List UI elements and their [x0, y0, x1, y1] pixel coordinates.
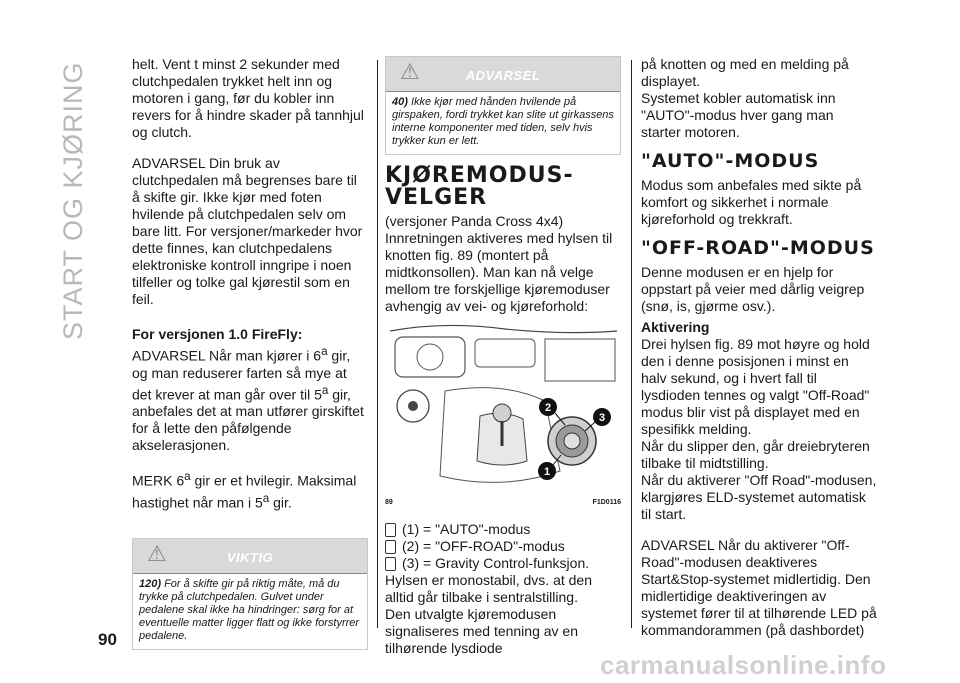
- list-item: (1) = "AUTO"-modus: [385, 521, 621, 538]
- warning-icon: ⚠: [147, 540, 167, 566]
- column-divider: [377, 60, 378, 628]
- paragraph: Når du slipper den, går dreiebryteren tilbake til midtstilling.: [641, 438, 870, 471]
- paragraph: Den utvalgte kjøremodusen signaliseres med tenning av en tilhørende lysdiode: [385, 606, 579, 656]
- subheading: For versjonen 1.0 FireFly:: [132, 326, 303, 342]
- paragraph: ADVARSEL Når man kjører i 6$^a$ gir, og man reduserer farten så mye at det krever at man går over til 5$^a$ gir, anbefales det at man utfører girskiftet for å lette den påfølgende akselerasjonen.: [132, 345, 364, 454]
- paragraph: Systemet kobler automatisk inn "AUTO"-modus hver gang man starter motoren.: [641, 90, 836, 140]
- section-heading: "AUTO"-MODUS: [641, 150, 820, 172]
- box-text: 120) For å skifte gir på riktig måte, må du trykke på clutchpedalen. Gulvet under pedalene skal ikke ha hindringer: sørg for at eventuelle matter ligger flatt og ikke forstyrrer pedalene.: [133, 573, 367, 649]
- column-3: [641, 56, 877, 639]
- warning-box: [385, 56, 621, 155]
- paragraph: helt. Vent t minst 2 sekunder med clutchpedalen trykket helt inn og motoren i gang, før du kobler inn revers for å hindre skader på tannhjul og clutch.: [132, 56, 364, 140]
- watermark: carmanualsonline.info: [600, 650, 887, 680]
- callout-2: 2: [544, 402, 552, 414]
- column-divider: [631, 60, 632, 628]
- callout-1: 1: [543, 466, 551, 478]
- figure-caption: 89 F1D0116: [385, 499, 621, 506]
- paragraph: ADVARSEL Din bruk av clutchpedalen må begrenses bare til å skifte gir. Ikke kjør med foten hvilende på clutchpedalen selv om bare litt. For versjoner/markeder hvor dette finnes, kan clutchpedalens elektroniske kontroll inngripe i noen tilfeller og tolke gal kjørestil som en feil.: [132, 155, 363, 307]
- figure-89: [385, 321, 621, 493]
- subheading: Aktivering: [641, 319, 710, 335]
- section-heading: "OFF-ROAD"-MODUS: [641, 237, 875, 259]
- side-section-title: [58, 61, 118, 340]
- paragraph: Denne modusen er en hjelp for oppstart på veier med dårlig veigrep (snø, is, gjørme osv.).: [641, 264, 865, 314]
- list-item: (2) = "OFF-ROAD"-modus: [385, 538, 621, 555]
- paragraph: på knotten og med en melding på displayet.: [641, 56, 849, 89]
- callout-3: 3: [598, 412, 606, 424]
- paragraph: Når du aktiverer "Off Road"-modusen, klargjøres ELD-systemet automatisk til start.: [641, 472, 877, 522]
- important-box: [132, 538, 368, 650]
- page-number: 90: [98, 630, 117, 649]
- column-2: [385, 56, 621, 657]
- column-1: [132, 56, 368, 650]
- car-warning-icon: ⚠: [400, 59, 420, 84]
- paragraph: ADVARSEL Når du aktiverer "Off-Road"-modusen deaktiveres Start&Stop-systemet midlertidig. Den midlertidige deaktiveringen av systemet fører til at tilhørende LED på kommandorammen (på dashbordet): [641, 537, 877, 638]
- list-item: (3) = Gravity Control-funksjon.: [385, 555, 621, 572]
- paragraph: Modus som anbefales med sikte på komfort og sikkerhet i normale kjøreforhold og trekkraft.: [641, 177, 862, 227]
- paragraph: MERK 6$^a$ gir er et hvilegir. Maksimal hastighet når man i 5$^a$ gir.: [132, 470, 357, 511]
- paragraph: Drei hylsen fig. 89 mot høyre og hold den i denne posisjonen i minst en halv sekund, og i hvert fall til lysdioden tennes og valgt "Off-Road" modus blir vist på displayet med en spesifikk melding.: [641, 336, 870, 437]
- paragraph: (versjoner Panda Cross 4x4) Innretningen aktiveres med hylsen til knotten fig. 89 (montert på midtkonsollen). Man kan nå velge mellom tre forskjellige kjøremoduser avhengig av vei- og kjøreforhold:: [385, 213, 613, 314]
- drive-mode-selector-illustration: [385, 321, 621, 493]
- box-title: ADVARSEL: [465, 68, 541, 83]
- box-text: 40) Ikke kjør med hånden hvilende på girspaken, fordi trykket kan slite ut girkassens interne komponenter med tiden, selv hvis trykker kun er lett.: [386, 91, 620, 154]
- section-heading: KJØREMODUS-VELGER: [385, 163, 574, 210]
- box-title: VIKTIG: [226, 549, 274, 565]
- paragraph: Hylsen er monostabil, dvs. at den alltid går tilbake i sentralstilling.: [385, 572, 592, 605]
- side-title-text: START OG KJØRING: [58, 61, 88, 340]
